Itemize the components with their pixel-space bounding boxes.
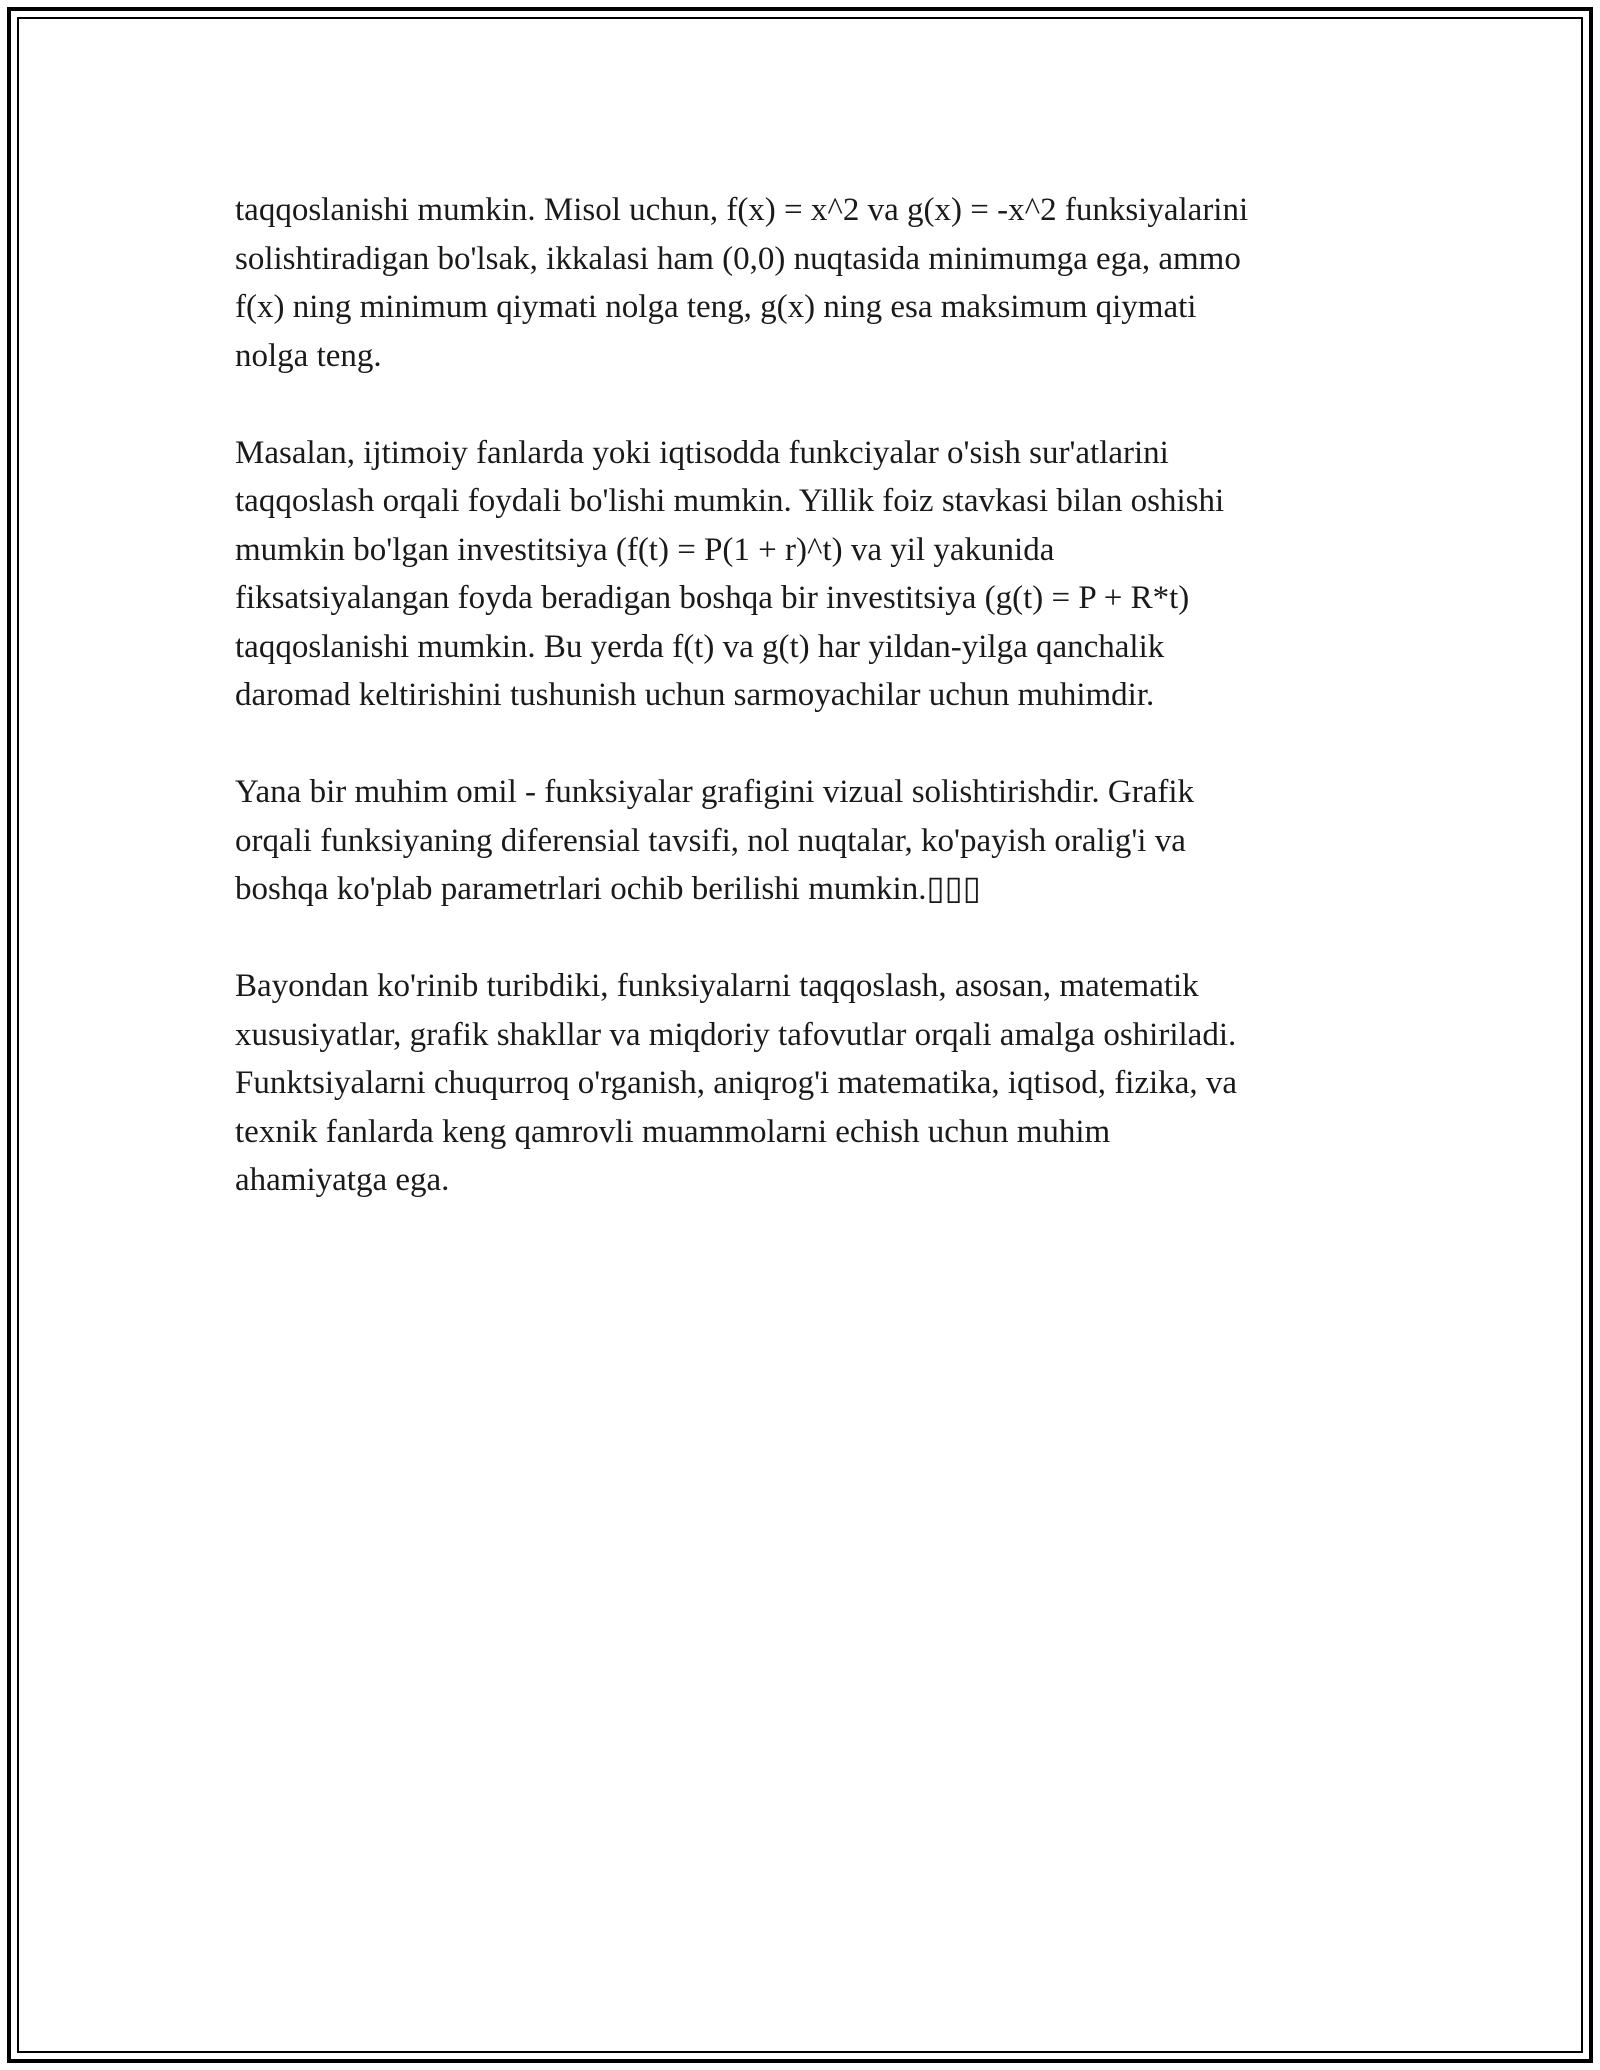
text-line: Yana bir muhim omil - funksiyalar grafigini vizual solishtirishdir. Grafik <box>235 774 1195 810</box>
text-line: ahamiyatga ega. <box>235 1162 450 1198</box>
text-line: Funktsiyalarni chuqurroq o'rganish, aniqrog'i matematika, iqtisod, fizika, va <box>235 1065 1237 1101</box>
text-line: taqqoslanishi mumkin. Bu yerda f(t) va g(t) har yildan-yilga qanchalik <box>235 628 1165 665</box>
text-line: taqqoslash orqali foydali bo'lishi mumkin. Yillik foiz stavkasi bilan oshishi <box>235 483 1225 519</box>
text-line: solishtiradigan bo'lsak, ikkalasi ham (0,0) nuqtasida minimumga ega, ammo <box>235 240 1241 277</box>
text-line: mumkin bo'lgan investitsiya (f(t) = P(1 + r)^t) va yil yakunida <box>235 531 1055 568</box>
text-line: f(x) ning minimum qiymati nolga teng, g(x) ning esa maksimum qiymati <box>235 289 1197 325</box>
paragraph-2 <box>235 429 1375 720</box>
paragraph-4 <box>235 962 1375 1205</box>
text-line: fiksatsiyalangan foyda beradigan boshqa bir investitsiya (g(t) = P + R*t) <box>235 580 1190 616</box>
text-line: Bayondan ko'rinib turibdiki, funksiyalarni taqqoslash, asosan, matematik <box>235 968 1199 1004</box>
text-line: boshqa ko'plab parametrlari ochib berilishi mumkin.▯▯▯ <box>235 871 981 907</box>
paragraph-3 <box>235 768 1375 914</box>
paragraph-1 <box>235 186 1375 380</box>
text-line: taqqoslanishi mumkin. Misol uchun, f(x) = x^2 va g(x) = -x^2 funksiyalarini <box>235 192 1249 228</box>
text-line: daromad keltirishini tushunish uchun sarmoyachilar uchun muhimdir. <box>235 677 1155 713</box>
text-line: xususiyatlar, grafik shakllar va miqdoriy tafovutlar orqali amalga oshiriladi. <box>235 1016 1237 1053</box>
document-body <box>235 186 1375 1253</box>
text-line: Masalan, ijtimoiy fanlarda yoki iqtisodda funkciyalar o'sish sur'atlarini <box>235 434 1169 471</box>
text-line: nolga teng. <box>235 337 382 374</box>
text-line: orqali funksiyaning diferensial tavsifi, nol nuqtalar, ko'payish oralig'i va <box>235 822 1186 859</box>
text-line: texnik fanlarda keng qamrovli muammolarni echish uchun muhim <box>235 1113 1111 1150</box>
